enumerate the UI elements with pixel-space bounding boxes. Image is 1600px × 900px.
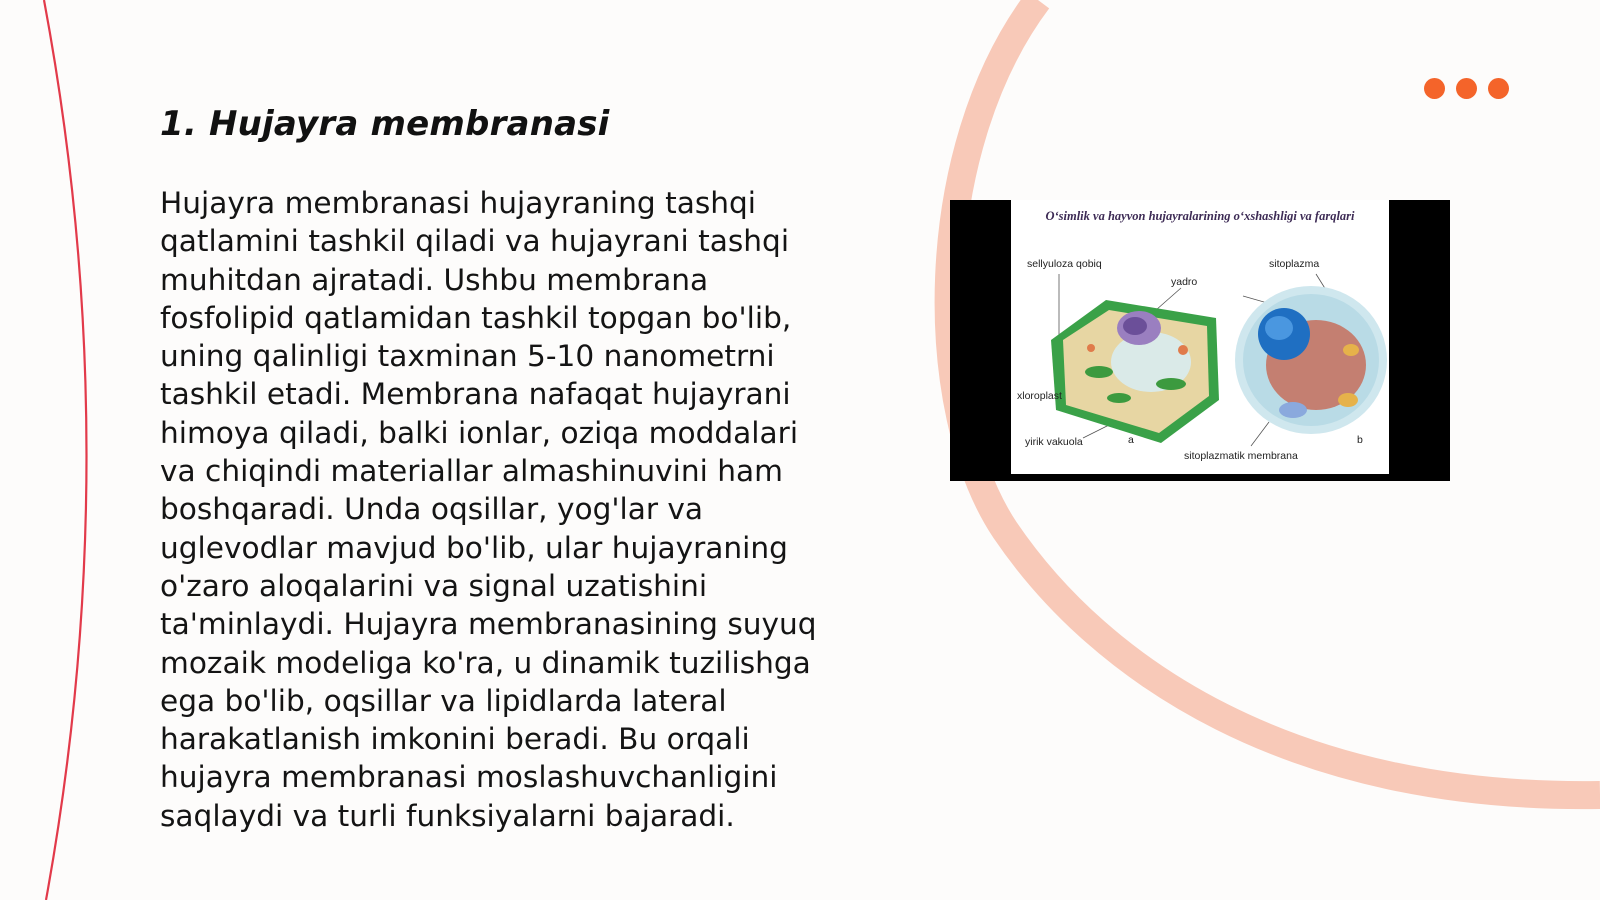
cell-illustration <box>1011 200 1389 474</box>
label-nucleus: yadro <box>1171 276 1198 288</box>
slide-title: 1. Hujayra membranasi <box>160 104 610 144</box>
dot-3 <box>1488 78 1509 99</box>
label-plant-letter: a <box>1128 434 1134 446</box>
dot-2 <box>1456 78 1477 99</box>
figure-caption: O‘simlik va hayvon hujayralarining o‘xshashligi va farqlari <box>1045 209 1355 223</box>
plant-cell <box>1051 300 1219 443</box>
slide-paragraph: Hujayra membranasi hujayraning tashqi qatlamini tashkil qiladi va hujayrani tashqi muhitdan ajratadi. Ushbu membrana fosfolipid qatlamidan tashkil topgan bo'lib, uning qalinligi taxminan 5-10 nanometrni tashkil etadi. Membrana nafaqat hujayrani himoya qiladi, balki ionlar, oziqa moddalari va chiqindi materiallar almashinuvini ham boshqaradi. Unda oqsillar, yog'lar va uglevodlar mavjud bo'lib, ular hujayraning o'zaro aloqalarini va signal uzatishini ta'minlaydi. Hujayra membranasining suyuq mozaik modeliga ko'ra, u dinamik tuzilishga ega bo'lib, oqsillar va lipidlarda lateral harakatlanish imkonini beradi. Bu orqali hujayra membranasi moslashuvchanligini saqlaydi va turli funksiyalarni bajaradi. <box>160 186 817 833</box>
cell-comparison-figure <box>950 200 1450 481</box>
label-cellulose-wall: sellyuloza qobiq <box>1027 258 1102 270</box>
left-red-curve <box>44 0 87 900</box>
three-dots-icon <box>1424 78 1509 99</box>
label-vacuole: yirik vakuola <box>1025 436 1083 448</box>
label-cytoplasm: sitoplazma <box>1269 258 1320 270</box>
label-chloroplast: xloroplast <box>1017 390 1062 402</box>
animal-cell <box>1235 286 1387 434</box>
label-membrane: sitoplazmatik membrana <box>1184 450 1298 462</box>
figure-panel <box>1011 200 1389 474</box>
label-animal-letter: b <box>1357 434 1363 446</box>
dot-1 <box>1424 78 1445 99</box>
